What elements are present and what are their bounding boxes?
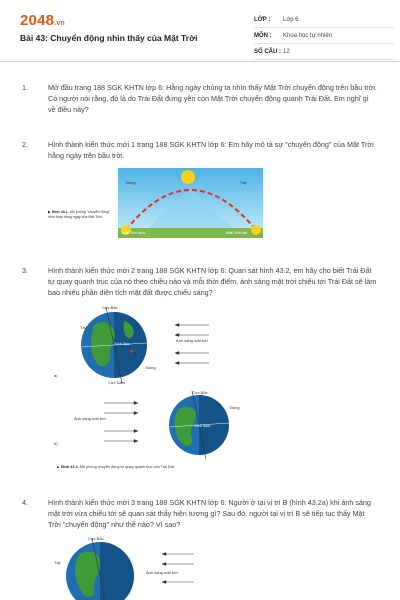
west-label: Tây [240, 180, 247, 185]
meta-label: MÔN : [254, 33, 272, 39]
north-pole-label-b: Cực Bắc [192, 390, 208, 395]
question-text: Mở đầu trang 188 SGK KHTN lớp 6: Hằng ngày chúng ta nhìn thấy Mặt Trời chuyển động trên bầu trời. Có người nói rằng, đó là do Trái Đất đứng yên còn Mặt Trời chuyển động quanh Trái Đất. Em nghĩ gì về điều này? [48, 83, 377, 114]
point-b-label: B [134, 351, 137, 356]
meta-label: LỚP : [254, 17, 271, 23]
panel-a-label: a) [54, 373, 58, 378]
west-label-c: Tây [54, 560, 61, 565]
globe-c-night-side [100, 542, 134, 600]
sunlight-label-a: Ánh sáng mặt trời [176, 338, 208, 343]
panel-b-label: b) [54, 441, 58, 446]
east-label: Đông [126, 180, 136, 185]
earth-rotation-illustration-2 [54, 534, 204, 600]
north-pole-label-c: Cực Bắc [88, 536, 104, 541]
sunlight-arrows-c [162, 553, 194, 584]
question-number: 2. [22, 140, 28, 149]
west-label-a: Tây [80, 325, 87, 330]
south-pole-label-a: Cực Nam [108, 380, 126, 385]
figure-2-caption-text: Mô phỏng chuyển động tự quay quanh trục của Trái Đất [79, 465, 174, 469]
meta-row-grade [254, 14, 394, 28]
site-logo[interactable] [20, 12, 65, 29]
meta-row-subject [254, 30, 394, 44]
east-label-a: Đông [146, 365, 156, 370]
sunrise-label: Mặt Trời mọc [122, 230, 146, 235]
north-pole-label-a: Cực Bắc [102, 305, 118, 310]
logo-suffix: .vn [54, 20, 65, 27]
lesson-meta [254, 14, 394, 60]
question-text: Hình thành kiến thức mới 2 trang 188 SGK KHTN lớp 6: Quan sát hình 43.2, em hãy cho biết Trái Đất tự quay quanh trục của nó theo chiều nào và mỗi thời điểm, ánh sáng mặt trời chiếu tới Trái Đất sẽ làm bao nhiêu phần diện tích mặt đất được chiếu sáng? [48, 266, 377, 297]
figure-1-caption [48, 210, 110, 220]
meta-value: Lớp 6 [283, 17, 299, 23]
east-label-b: Đông [230, 405, 240, 410]
figure-2-caption-title: ▲ Hình 43.2. [56, 465, 79, 469]
sunlight-label-b: Ánh sáng mặt trời [74, 416, 106, 421]
sun-icon [181, 170, 195, 184]
sun-path-illustration [118, 168, 263, 238]
question-number: 3. [22, 266, 28, 275]
sunset-label: Mặt Trời lặn [226, 230, 248, 235]
figure-1-sun-path [118, 168, 263, 238]
lesson-title: Bài 43: Chuyển động nhìn thấy của Mặt Trời [20, 33, 198, 43]
sunlight-arrows-b [104, 402, 138, 443]
earth-rotation-illustration [54, 305, 239, 473]
equator-label-a: Xích đạo [114, 341, 130, 346]
meta-value: Khoa học tự nhiên [283, 33, 333, 39]
equator-label-b: Xích đạo [194, 423, 210, 428]
figure-2-caption [56, 465, 174, 469]
setting-sun-icon [251, 225, 261, 235]
question-text: Hình thành kiến thức mới 3 trang 188 SGK KHTN lớp 6: Người ở tại vị trí B (hình 43.2a) khi ánh sáng mặt trời vừa chiếu tới sẽ quan sát thấy hiện tượng gì? Sau đó, người tại vị trí B sẽ tiếp tục thấy Mặt Trời "chuyển động" như thế nào? Vì sao? [48, 498, 371, 529]
sunlight-arrows-a [175, 324, 209, 365]
question-number: 4. [22, 498, 28, 507]
worksheet-header [0, 0, 400, 62]
meta-label: SỐ CÂU : [254, 49, 281, 55]
figure-3-earth-rotation [54, 534, 204, 600]
question-text: Hình thành kiến thức mới 1 trang 188 SGK KHTN lớp 6: Em hãy mô tả sự "chuyển động" của Mặt Trời hằng ngày trên bầu trời. [48, 140, 374, 160]
sunlight-label-c: Ánh sáng mặt trời [146, 570, 178, 575]
question-number: 1. [22, 83, 28, 92]
figure-1-caption-title: ▶ Hình 43.1. [48, 210, 69, 214]
figure-1-caption-text: Mô phỏng "chuyển động" nhìn thấy hằng ngày của Mặt Trời [48, 210, 110, 219]
meta-row-count [254, 46, 394, 60]
figure-2-earth-rotation [54, 305, 239, 473]
logo-main: 2048 [20, 12, 55, 29]
meta-value: 12 [283, 49, 290, 55]
